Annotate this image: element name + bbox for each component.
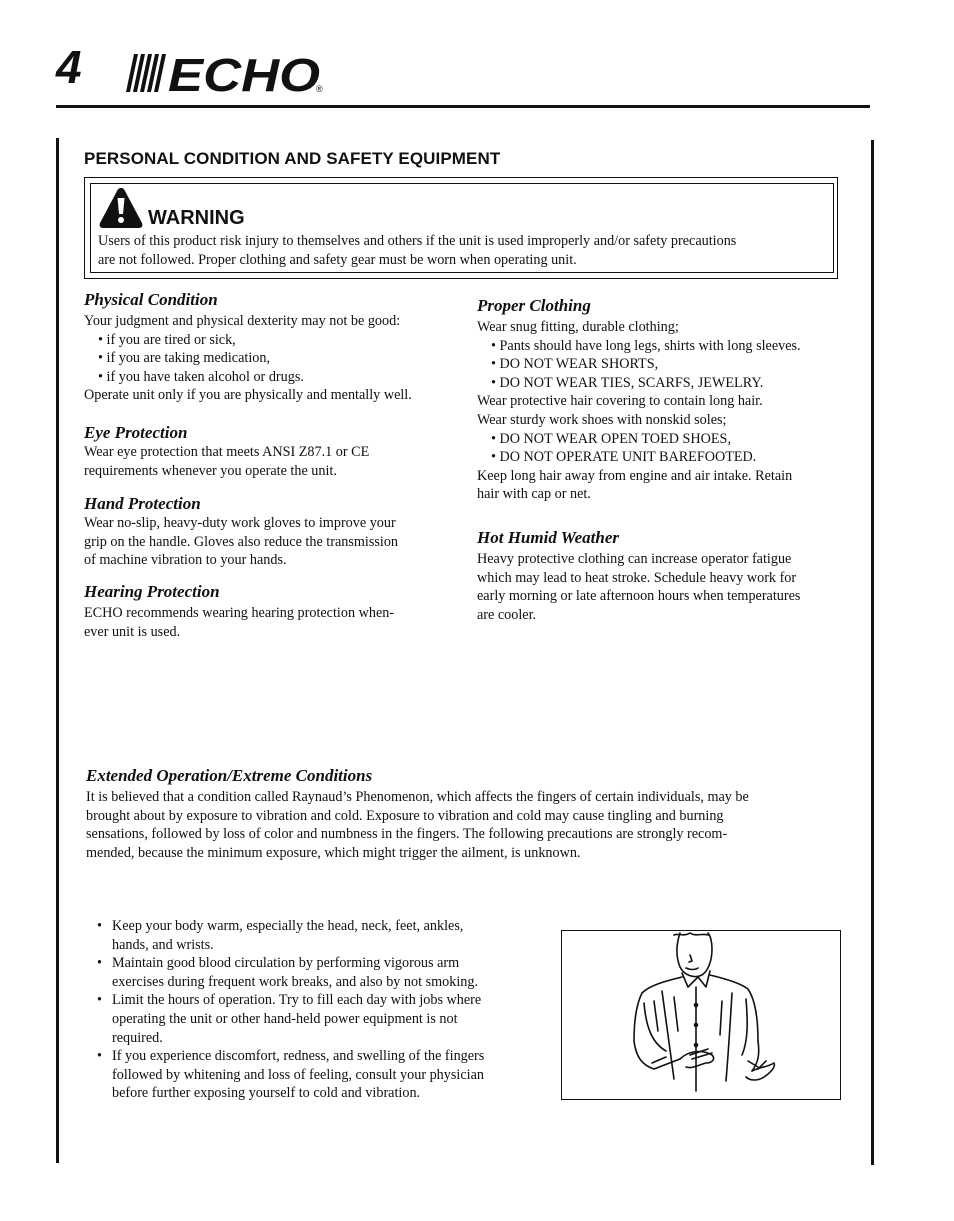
text-line: sensations, followed by loss of color and numbness in the fingers. The following precautions are strongly recom- <box>86 826 728 843</box>
precautions-list <box>97 917 547 1103</box>
list-item: • DO NOT OPERATE UNIT BAREFOOTED. <box>491 449 757 466</box>
list-item: • DO NOT WEAR OPEN TOED SHOES, <box>491 430 731 447</box>
text-line: Heavy protective clothing can increase operator fatigue <box>477 551 792 567</box>
hot-humid-weather-heading: Hot Humid Weather <box>477 528 620 547</box>
man-hands-illustration <box>562 931 840 1099</box>
warning-title: WARNING <box>148 207 245 229</box>
text-line: of machine vibration to your hands. <box>84 552 287 569</box>
text-line: mended, because the minimum exposure, which might trigger the ailment, is unknown. <box>86 844 581 861</box>
eye-protection-text <box>84 443 369 480</box>
hearing-protection-heading: Hearing Protection <box>84 582 220 601</box>
text-line: Wear protective hair covering to contain long hair. <box>477 393 763 410</box>
physical-condition-heading: Physical Condition <box>84 290 218 309</box>
extended-operation-heading: Extended Operation/Extreme Conditions <box>86 766 373 785</box>
proper-clothing-text <box>477 318 801 504</box>
list-item: • If you experience discomfort, redness, and swelling of the fingers followed by whitening and loss of feeling, consult your physician before further exposing yourself to cold and vibration. <box>97 1047 547 1103</box>
text-line: early morning or late afternoon hours when temperatures <box>477 588 801 605</box>
list-item: • if you have taken alcohol or drugs. <box>98 368 304 385</box>
echo-logo <box>124 52 328 94</box>
text-line: Wear snug fitting, durable clothing; <box>477 319 679 335</box>
text-line: hair with cap or net. <box>477 486 591 503</box>
illustration-frame <box>561 930 841 1100</box>
text-line: It is believed that a condition called Raynaud’s Phenomenon, which affects the fingers of certain individuals, may be <box>86 789 749 805</box>
list-item: • Maintain good blood circulation by performing vigorous arm exercises during frequent work breaks, and also by not smoking. <box>97 954 547 991</box>
text-line: Wear eye protection that meets ANSI Z87.1 or CE <box>84 444 370 460</box>
registered-mark: ® <box>316 84 323 94</box>
extended-operation-text <box>86 788 826 862</box>
text-line: Keep long hair away from engine and air intake. Retain <box>477 467 793 484</box>
left-margin-rule <box>56 138 59 1163</box>
hand-protection-heading: Hand Protection <box>84 494 201 513</box>
warning-line: Users of this product risk injury to themselves and others if the unit is used improperly and/or safety precautions <box>98 233 737 249</box>
list-item: • Pants should have long legs, shirts with long sleeves. <box>491 337 801 354</box>
text-line: Operate unit only if you are physically and mentally well. <box>84 387 412 404</box>
text-line: grip on the handle. Gloves also reduce the transmission <box>84 533 399 550</box>
text-line: requirements whenever you operate the unit. <box>84 462 337 479</box>
text-line: Wear sturdy work shoes with nonskid soles; <box>477 411 727 428</box>
header-rule <box>56 105 870 108</box>
text-line: ECHO recommends wearing hearing protection when- <box>84 605 395 621</box>
eye-protection-heading: Eye Protection <box>84 423 188 442</box>
list-item: • DO NOT WEAR SHORTS, <box>491 356 659 373</box>
hot-humid-weather-text <box>477 550 800 624</box>
list-item: • Limit the hours of operation. Try to fill each day with jobs where operating the unit or other hand-held power equipment is not required. <box>97 991 547 1047</box>
text-line: Your judgment and physical dexterity may not be good: <box>84 313 401 329</box>
text-line: which may lead to heat stroke. Schedule heavy work for <box>477 569 797 586</box>
hand-protection-text <box>84 514 398 570</box>
physical-condition-text <box>84 312 412 405</box>
list-item: • DO NOT WEAR TIES, SCARFS, JEWELRY. <box>491 374 764 391</box>
text-line: are cooler. <box>477 606 537 623</box>
text-line: brought about by exposure to vibration and cold. Exposure to vibration and cold may cause tingling and burning <box>86 807 724 824</box>
proper-clothing-heading: Proper Clothing <box>477 296 591 315</box>
warning-line: are not followed. Proper clothing and safety gear must be worn when operating unit. <box>98 251 577 268</box>
warning-text <box>98 232 828 269</box>
page-number: 4 <box>56 41 82 93</box>
svg-text:ECHO: ECHO <box>168 52 321 94</box>
text-line: Wear no-slip, heavy-duty work gloves to improve your <box>84 515 396 531</box>
right-margin-rule <box>871 140 874 1165</box>
list-item: • Keep your body warm, especially the head, neck, feet, ankles, hands, and wrists. <box>97 917 547 954</box>
hearing-protection-text <box>84 604 394 641</box>
list-item: • if you are taking medication, <box>98 350 271 367</box>
section-title: PERSONAL CONDITION AND SAFETY EQUIPMENT <box>84 149 501 168</box>
text-line: ever unit is used. <box>84 623 181 640</box>
list-item: • if you are tired or sick, <box>98 331 236 348</box>
warning-triangle-icon <box>98 186 144 229</box>
